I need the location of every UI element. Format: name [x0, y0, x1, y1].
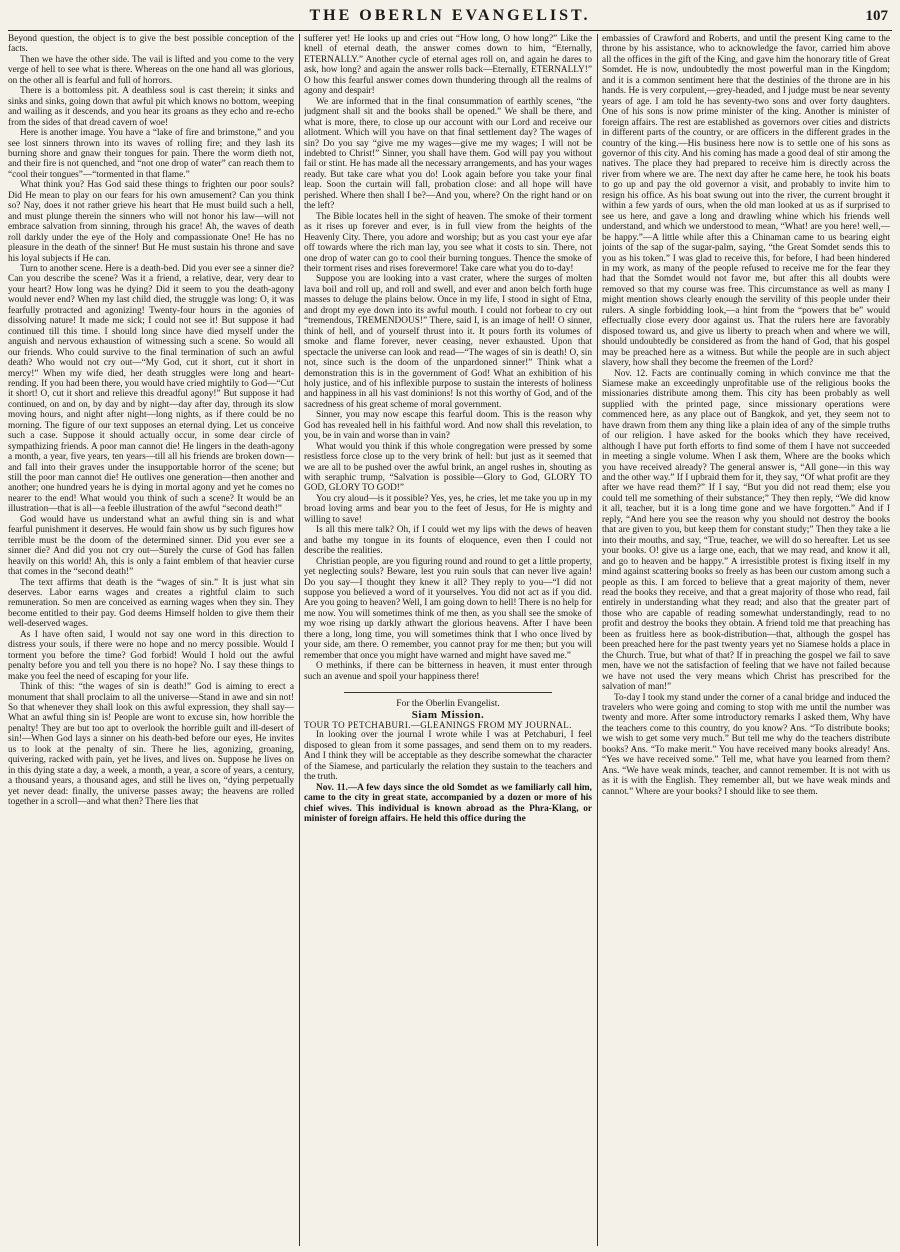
- column-1: [8, 34, 294, 1248]
- paragraph: Think of this: “the wages of sin is death!” God is aiming to erect a monument that shall proclaim to all the universe—Stand in awe and sin not! So that whenever they shall look on this awful expression, they shall say—What an awful thing sin is! People are wont to excuse sin, how horrible the penalty! They are but too apt to overlook the horrible guilt and ill-desert of sin!—When God lays a sinner on his death-bed before our eyes, He invites us to look at the penalty of sin. There he lies, agonizing, groaning, quivering, racked with pain, yet he lives, and lives on. Suppose he lives on in this dying state a day, a week, a month, a year, a score of years, a century, a thousand years, a thousand ages, and still he lives on, “dying perpetually yet never dead: finally, the universe passes away; the heavens are rolled together in a scroll—and what then? There lies that: [8, 682, 294, 808]
- paragraph: Then we have the other side. The vail is lifted and you come to the very verge of hell to see what is there. Whereas on the one hand all was glorious, on the other all is fearful and full of horrors.: [8, 54, 294, 86]
- paragraph: Nov. 12. Facts are continually coming in which convince me that the Siamese make an exceedingly unprofitable use of the religious books the missionaries distribute among them. This city has been probably as well supplied with the printed page, since missionary operations were commenced here, as any place out of Bangkok, and yet, they seem not to have drawn from them any thing like a plain idea of any of the simple truths of our religion. I have asked for the books which they have received, although I have put forth efforts to find some of them I have not succeeded in meeting a single volume. When I ask them, Where are the books which you have received already? The general answer is, “All gone—in this way and the other way.” If I upbraid them for it, they say, “Of what profit are they after we have read them?” If I say, “But you did not read them; else you could tell me something of their substance;” They then reply, “We did know it all, teacher, but it is a long time gone and we have forgotten.” And if I reply, “And here you see the reason why you should not destroy the books that are given to you, but keep them for constant study;” Then they take a lie into their mouths, and say, “True, teacher, we will do so hereafter. Let us see your books. O! give us a large one, each, that we may read, and know it all, and go to heaven and be happy.” A irresistible protest is fixing itself in my mind against scattering books so freely as has been our custom among such a people as this. I am forced to believe that a great majority of them, never read the books they receive, and that a great majority of those who read, fail entirely in understanding what they read; and also that the greater part of those who are capable of reading somewhat understandingly, read to no profit and destroy the books they obtain. A friend told me that preaching has been as fruitless here as book-distribution—that, although the gospel has been preached here for the past twenty years yet no Siamese holds a place in the Church. True, but what of that? If in preaching the gospel we fail to save men, have we not the satisfaction of feeling that we have not failed because we have not used the very means which Christ has prescribed for the salvation of man!”: [602, 368, 890, 693]
- page-number: 107: [865, 8, 888, 24]
- paragraph: God would have us understand what an awful thing sin is and what fearful punishment it deserves. He would fain show us by such figures how terrible must be the doom of the determined sinner. Did you ever see a sinner die? And did you not cry out—Surely the curse of God has fallen heavily on this world! Ah, this is only a faint emblem of that heavier curse that comes in the “second death!”: [8, 514, 294, 578]
- paragraph: O methinks, if there can be bitterness in heaven, it must enter through such an avenue and spoil your happiness there!: [304, 661, 592, 682]
- paragraph: To-day I took my stand under the corner of a canal bridge and induced the travelers who were going and coming to stop with me until the number was twenty and more. After some introductory remarks I asked them, Why have the teachers come to this country, do you know? Ans. “To distribute books; we wish to get some very much.” But tell me why do the teachers distribute books? Ans. “To make merit.” You have received many books already! Ans. “Yes we have received some.” Tell me, what have you learned from them? Ans. “We have weak minds, teacher, and cannot remember. It is not with us as it is with the English. They remember all, but we have weak minds and cannot.” Where are your books? I should like to see them.: [602, 692, 890, 797]
- paragraph: Is all this mere talk? Oh, if I could wet my lips with the dews of heaven and bathe my tongue in its founts of eloquence, even then I could not describe the realities.: [304, 525, 592, 557]
- paragraph: Turn to another scene. Here is a death-bed. Did you ever see a sinner die? Can you describe the scene? Was it a friend, a relative, dear, very dear to your heart? How long was he dying? Did it seem to you the death-agony would never end? When my last child died, the struggle was long: O, it was fearfully protracted and agonizing! Twenty-four hours in the agonies of dissolving nature! It made me sick; I could not see it! But suppose it had continued till this time. I should long since have died myself under the anguish and nervous exhaustion of witnessing such a scene. So would all our friends. Who could survive to the final termination of such an awful death? Who would not cry out—“My God, cut it short, cut it short in mercy!” When my wife died, her death struggles were long and heart-rending. If you had been there, you would have cried mightily to God—“Cut it short! O, cut it short and relieve this dreadful agony!” But suppose it had continued, on and on, by day and by night—day after day, through its slow moving hours, and night after night—long nights, as if there could be no morning. The figure of our text supposes an eternal dying. Let us conceive such a case. Suppose it should actually occur, in some dear circle of sympathizing friends. A poor man cannot die! He lingers in the death-agony a month, a year, five years, ten years—till all his friends are broken down—and fall into their graves under the insupportable horror of the scene; but still the poor man cannot die! He outlives one generation—then another and another; one hundred years he is dying in mortal agony and yet he comes no nearer to the end! What would you think of such a scene? It would be an illustration—that is all—a feeble illustration of the awful “second death!”: [8, 263, 294, 515]
- section-divider: [344, 692, 552, 693]
- column-3: [602, 34, 890, 1248]
- paragraph: The Bible locates hell in the sight of heaven. The smoke of their torment as it rises up forever and ever, is in full view from the heights of the Heavenly City. There, you adore and worship; but as you cast your eye afar off towards where the rich man lay, you see what it costs to sin. There, not one drop of water can go to cool their burning tongues. Thence the smoke of their torment rises and rises forevermore! Take care what you do to-day!: [304, 211, 592, 274]
- paragraph: sufferer yet! He looks up and cries out “How long, O how long?” Like the knell of eternal death, the answer comes down to him, “Eternally, ETERNALLY.” Another cycle of eternal ages roll on, and again he dares to ask, how long? and again the answer rolls back—Eternally, ETERNALLY!” O how this fearful answer comes down thundering through all the realms of agony and despair!: [304, 34, 592, 97]
- paragraph: Nov. 11.—A few days since the old Somdet as we familiarly call him, came to the city in great state, accompanied by a dozen or more of his chief wives. This individual is known abroad as the Phra-Klang, or minister of foreign affairs. He held this office during the: [304, 782, 592, 825]
- paragraph: Sinner, you may now escape this fearful doom. This is the reason why God has revealed hell in his faithful word. And now shall this revelation, to you, be in vain and worse than in vain?: [304, 410, 592, 442]
- paragraph: You cry aloud—is it possible? Yes, yes, he cries, let me take you up in my broad loving arms and bear you to the feet of Jesus, for He is mighty and willing to save!: [304, 493, 592, 525]
- paragraph: What would you think if this whole congregation were pressed by some resistless force close up to the very brink of hell: but just as it seemed that we are all to be pushed over the awful brink, an angel rushes in, shouting as with seraphic trump, “Salvation is possible—Glory to God, GLORY TO GOD, GLORY TO GOD!”: [304, 441, 592, 494]
- paragraph: embassies of Crawford and Roberts, and until the present King came to the throne by his assistance, who to acknowledge the favor, carried him above all the offices in the gift of the King, and gave him the honorary title of Great Somdet. He is now, undoubtedly the most powerful man in the Kingdom; and it is a common sentiment here that the destinies of the throne are in his hands. He is very corpulent,—grey-headed, and I judge must be near seventy years of age. I am told he has seventy-two sons and over forty daughters. One of his sons is now prime minister of the king. Another is minister of foreign affairs. The rest are established as governors over cities and districts in different parts of the country, or are officers in the different grades in the country of the king.—His business here now is to settle one of his sons as governor of this city. And his coming has made a good deal of stir among the natives. The place they had prepared to receive him is directly across the river from where we are. The next day after he came here, he took his boats to go up and pay the old governor a visit, and probably to invite him to resign his office. As his boat swung out into the river, the current brought it within a few yards of ours, when the old man looked at us as if surprised to see us here, and gave a long and drawling whine which his friends well understand, and which we understood to mean, “What! are you here! well,—be happy.”—A little while after this a Chinaman came to us bearing eight joints of the sap of the sugar-palm, saying, “the Great Somdet sends this to you as his token.” I was glad to receive this, for before, I had been hindered in my work, as many of the people refused to receive me for the fear they had that the Somdet would not favor me, but after this all doubts were removed so that my course was free. This circumstance as well as many I might mention shows clearly enough the servility of this people under their rulers. A single forbidding look,—a hint from the “powers that be” would effectually close every door against us. That the rulers here are favorably disposed toward us, and give us liberty to preach when and where we will, should undoubtedly be considered as from the hand of God, that his gospel may be preached here as a witness. But while the people are in such abject slavery, how shall they become the freemen of the Lord?: [602, 34, 890, 369]
- attribution-line: For the Oberlin Evangelist.: [396, 699, 500, 710]
- paragraph: Here is another image. You have a “lake of fire and brimstone,” and you see lost sinners thrown into its waves of rolling fire; and they lash its burning shore and gnaw their tongues for pain. There the worm dieth not, and their fire is not quenched, and “not one drop of water” can reach them to “cool their tongues”—“tormented in that flame.”: [8, 128, 294, 180]
- paragraph: Christian people, are you figuring round and round to get a little property, yet neglecting souls? Beware, lest you ruin souls that can never live again! Do you say—I thought they knew it all? They reply to you—“I did not suppose you believed a word of it yourselves. You did not act as if you did. Are you going to heaven? Well, I am going down to hell! There is no help for me now. You will sometimes think of me then, as you shall see the smoke of my woe rising up darkly athwart the glorious heavens. After I have been there a long, long time, you will sometimes think that I who once lived by your side, am there. O remember, you cannot pray for me then; but you will remember that once you might have warned and might have saved me.”: [304, 556, 592, 661]
- paragraph: As I have often said, I would not say one word in this direction to distress your souls, if there were no hope and no mercy possible. Would I torment you before the time? God forbid! Would I hold out the awful penalty before you and tell you there is no hope? No. I say these things to make you feel the need of escaping for your life.: [8, 629, 294, 682]
- column-divider-1: [299, 34, 300, 1246]
- paragraph: The text affirms that death is the “wages of sin.” It is just what sin deserves. Labor earns wages and creates a rightful claim to such remuneration. So men are conceived as earning wages when they sin. They become entitled to their pay. God deems Himself holden to give them their well-deserved wages.: [8, 577, 294, 630]
- column-2: [304, 34, 592, 1248]
- paragraph: We are informed that in the final consummation of earthly scenes, “the judgment shall sit and the books shall be opened.” We shall be there, and what is more, there, to close up our account with our Lord and receive our allotment. Which will you have on that final settlement day? The wages of sin? Do you say “give me my wages—give me my wages; I will not be indebted to Christ!” Sinner, you shall have them. God will pay you without fail or stint. He has made all the necessary arrangements, and has your wages ready. But take care what you do! Look again before you take your final leap. Soon the curtain will fall, probation close: and all hope will have perished. Where then shall I be?—And you, where? On the right hand or on the left?: [304, 96, 592, 212]
- paragraph: In looking over the journal I wrote while I was at Petchaburi, I feel disposed to glean from it some passages, and send them on to my readers. And I think they will be acceptable as they describe somewhat the character of the Siamese, and particularly the relation they sustain to the teachers and the truth.: [304, 730, 592, 783]
- paragraph: Beyond question, the object is to give the best possible conception of the facts.: [8, 34, 294, 55]
- paragraph: There is a bottomless pit. A deathless soul is cast therein; it sinks and sinks and sinks, going down that awful pit which knows no bottom, weeping and wailing as it descends, and you hear its groans as they echo and re-echo from the sides of that dread cavern of woe!: [8, 86, 294, 128]
- paragraph: Suppose you are looking into a vast crater, where the surges of molten lava boil and roll up, and roll and swell, and ever and anon belch forth huge masses to deluge the plains below. Once in my life, I stood in sight of Etna, and dropt my eye down into its awful mouth. I could not forbear to cry out “tremendous, TREMENDOUS!” There, said I, is an image of hell! O sinner, think of hell, and of yourself thrust into it. It pours forth its volumes of smoke and flame forever, never ceasing, never exhausted. Upon that spectacle the universe can look and read—“The wages of sin is death! O, sin not, since such is the doom of the unpardoned sinner!” Think what a demonstration this is in the government of God! What an exhibition of his holy justice, and of his inflexible purpose to sustain the interests of holiness and happiness in all his vast dominions! Is not this worthy of God, and of the sacredness of his great scheme of moral government.: [304, 274, 592, 410]
- article-subtitle: TOUR TO PETCHABURI.—GLEANINGS FROM MY JOURNAL.: [304, 720, 572, 730]
- paragraph: What think you? Has God said these things to frighten our poor souls? Did He mean to play on our fears for his own amusement? Can you think so? Nay, does it not rather grieve his heart that He must build such a hell, and must plunge therein the sinners who will not honor his law—will not embrace salvation from sinning, through his grace! Ah, the waves of death roll darkly under the eye of the Holy and compassionate One! He has no pleasure in the death of the sinner! But He must sustain his throne and save his loyal subjects if He can.: [8, 180, 294, 264]
- page-header: [8, 6, 892, 31]
- column-divider-2: [597, 34, 598, 1246]
- newspaper-title: THE OBERLN EVANGELIST.: [309, 7, 591, 24]
- section-title: Siam Mission.: [411, 708, 485, 721]
